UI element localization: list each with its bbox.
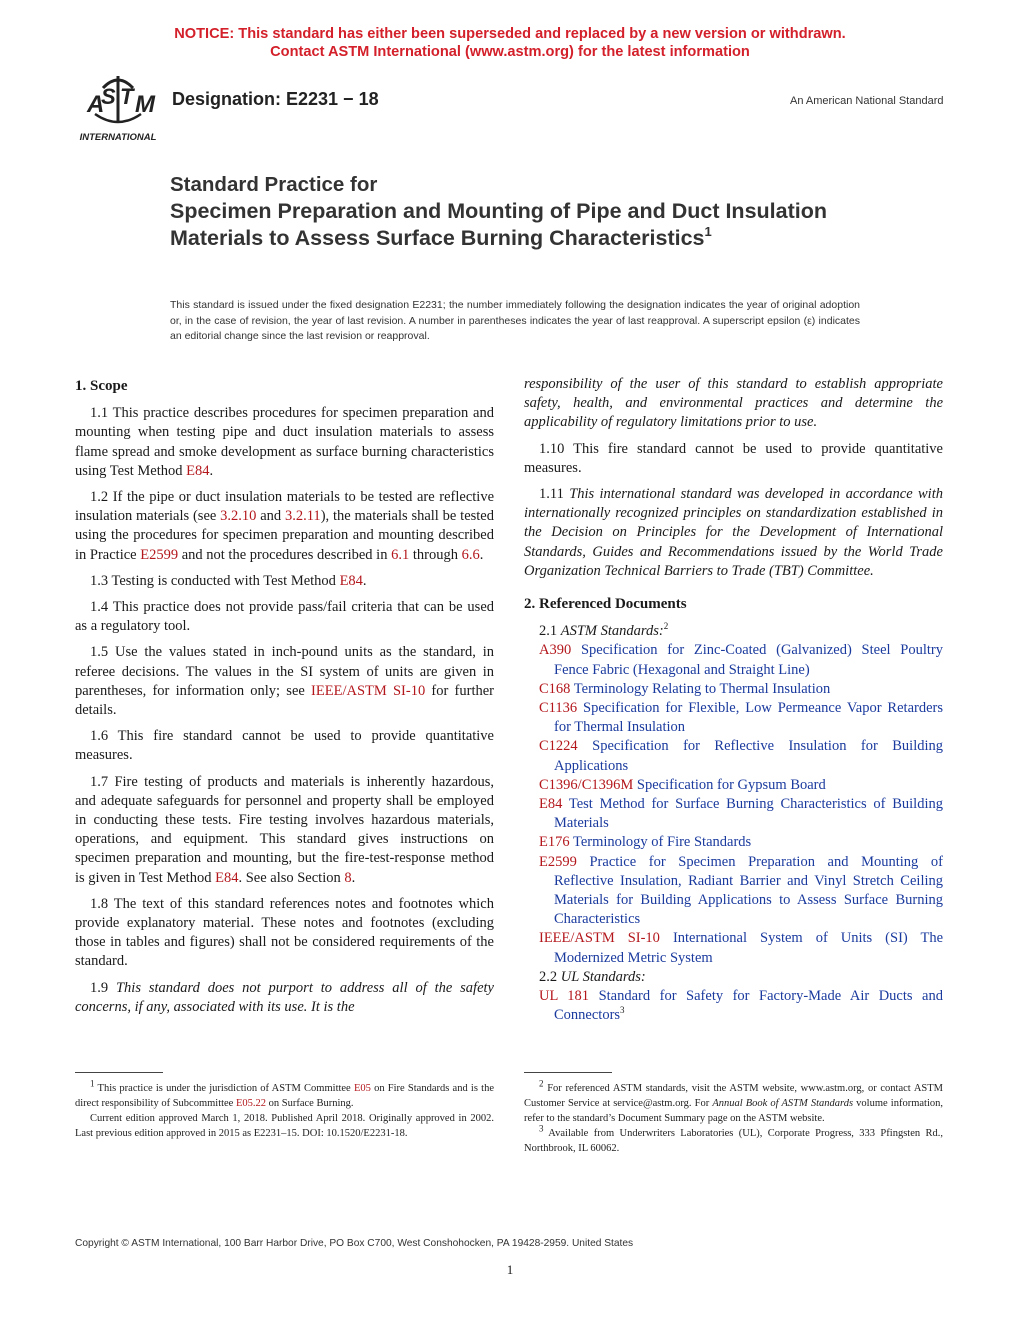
link-e84[interactable]: E84 bbox=[215, 869, 239, 886]
svg-text:T: T bbox=[120, 84, 134, 109]
reference-item bbox=[524, 853, 943, 930]
superseded-notice bbox=[0, 25, 1020, 61]
reference-title-link[interactable]: Test Method for Surface Burning Characteristics of Building Materials bbox=[554, 796, 943, 832]
svg-text:M: M bbox=[135, 91, 155, 118]
link-committee-e05[interactable]: E05 bbox=[353, 1083, 371, 1094]
link-3-2-11[interactable]: 3.2.11 bbox=[284, 508, 321, 525]
link-3-2-10[interactable]: 3.2.10 bbox=[220, 508, 257, 525]
page-number: 1 bbox=[506, 1262, 514, 1277]
ul-standards-label: 2.2 UL Standards: bbox=[539, 968, 646, 985]
notice-line-1: NOTICE: This standard has either been superseded and replaced by a new version or withdrawn. bbox=[174, 26, 846, 42]
section-2-heading: 2. Referenced Documents bbox=[524, 596, 687, 613]
reference-item-ul181: UL 181 Standard for Safety for Factory-Made Air Ducts and Connectors$^3$ bbox=[539, 988, 943, 1024]
para-1-3: 1.3 Testing is conducted with Test Method E84. bbox=[90, 572, 367, 589]
para-1-11: 1.11 This international standard was developed in accordance with internationally recognized principles on standardization established in the Decision on Principles for the Development of International Standards, Guides and Recommendations issued by the World Trade Organization Technical Barriers to Trade (TBT) Committee. bbox=[524, 486, 943, 579]
reference-item bbox=[524, 641, 943, 679]
document-title bbox=[170, 172, 870, 252]
left-column bbox=[75, 375, 494, 1024]
reference-title-link[interactable]: Specification for Gypsum Board bbox=[636, 776, 826, 793]
svg-text:S: S bbox=[101, 84, 116, 109]
reference-code-link[interactable]: C1224 bbox=[539, 738, 578, 755]
link-e2599[interactable]: E2599 bbox=[140, 546, 179, 563]
reference-code-link[interactable]: C168 bbox=[539, 680, 571, 697]
para-1-7: 1.7 Fire testing of products and materials is inherently hazardous, and adequate safeguards for personnel and property shall be employed in conducting these tests. Fire testing involves hazardous materials, operations, and equipment. This standard gives instructions on specimen preparation and mounting, but the fire-test-response method is given in Test Method E84. See also Section 8. bbox=[75, 773, 494, 886]
reference-code-link[interactable]: E84 bbox=[539, 796, 563, 813]
reference-title-link[interactable]: International System of Units (SI) The Modernized Metric System bbox=[554, 930, 944, 966]
footnote-rule-right bbox=[524, 1072, 612, 1073]
link-e84[interactable]: E84 bbox=[186, 462, 210, 479]
para-1-9: 1.9 This standard does not purport to address all of the safety concerns, if any, associated with its use. It is the bbox=[75, 979, 494, 1015]
designation: Designation: E2231 − 18 bbox=[172, 89, 379, 109]
reference-title-link[interactable]: Practice for Specimen Preparation and Mounting of Reflective Insulation, Radiant Barrier and Vinyl Stretch Ceiling Materials for Building Applications to Assess Surface Burning Characteristics bbox=[554, 853, 943, 928]
reference-title-ul181[interactable]: Standard for Safety for Factory-Made Air Ducts and Connectors bbox=[554, 988, 943, 1024]
reference-code-ul181[interactable]: UL 181 bbox=[539, 988, 590, 1005]
reference-item bbox=[524, 929, 943, 967]
reference-item bbox=[524, 776, 943, 795]
reference-item bbox=[524, 699, 943, 737]
link-section-8[interactable]: 8 bbox=[344, 869, 352, 886]
link-ieee-astm-si-10[interactable]: IEEE/ASTM SI-10 bbox=[311, 682, 426, 699]
reference-title-link[interactable]: Specification for Reflective Insulation for Building Applications bbox=[554, 738, 943, 774]
astm-standards-label: 2.1 ASTM Standards:$^2$ bbox=[539, 621, 669, 640]
link-6-6[interactable]: 6.6 bbox=[461, 546, 480, 563]
issuance-note: This standard is issued under the fixed designation E2231; the number immediately following the designation indicates the year of original adoption or, in the case of revision, the year of last revision. A number in parentheses indicates the year of last reapproval. A superscript epsilon (ε) indicates an editorial change since the last revision or reapproval. bbox=[170, 299, 860, 342]
para-1-5: 1.5 Use the values stated in inch-pound units as the standard, in referee decisions. The values in the SI system of units are given in parentheses, for information only; see IEEE/ASTM SI-10 for further details. bbox=[75, 644, 494, 719]
title-footnote-mark: 1 bbox=[704, 224, 712, 239]
right-column bbox=[524, 375, 943, 1026]
reference-code-link[interactable]: E2599 bbox=[539, 853, 577, 870]
para-1-1: 1.1 This practice describes procedures for specimen preparation and mounting when testing pipe and duct insulation materials to assess flame spread and smoke development as surface burning characteristics using Test Method E84. bbox=[75, 405, 494, 479]
section-1-heading: 1. Scope bbox=[75, 378, 128, 394]
reference-code-link[interactable]: IEEE/ASTM SI-10 bbox=[539, 930, 660, 947]
reference-item bbox=[524, 795, 943, 833]
link-subcommittee-e05-22[interactable]: E05.22 bbox=[235, 1098, 267, 1109]
link-e84[interactable]: E84 bbox=[339, 572, 363, 589]
para-1-8: 1.8 The text of this standard references notes and footnotes which provide explanatory material. These notes and footnotes (excluding those in tables and figures) shall not be considered requirements of the standard. bbox=[75, 895, 494, 970]
logo-text: INTERNATIONAL bbox=[79, 132, 157, 143]
reference-item bbox=[524, 737, 943, 775]
title-main bbox=[170, 198, 870, 252]
astm-reference-list bbox=[524, 641, 943, 967]
footnote-rule-left bbox=[75, 1072, 163, 1073]
para-1-6: 1.6 This fire standard cannot be used to provide quantitative measures. bbox=[75, 728, 494, 764]
reference-code-link[interactable]: C1136 bbox=[539, 700, 578, 717]
reference-item bbox=[524, 833, 943, 852]
notice-line-2: Contact ASTM International (www.astm.org) for the latest information bbox=[270, 44, 750, 60]
reference-title-link[interactable]: Specification for Zinc-Coated (Galvanized) Steel Poultry Fence Fabric (Hexagonal and Straight Line) bbox=[554, 642, 943, 678]
para-1-9-continued: responsibility of the user of this standard to establish appropriate safety, health, and environmental practices and determine the applicability of regulatory limitations prior to use. bbox=[524, 376, 943, 431]
copyright-line: Copyright © ASTM International, 100 Barr Harbor Drive, PO Box C700, West Conshohocken, PA 19428-2959. United States bbox=[75, 1238, 634, 1249]
reference-code-link[interactable]: C1396/C1396M bbox=[539, 776, 634, 793]
astm-logo bbox=[75, 72, 161, 144]
reference-code-link[interactable]: E176 bbox=[539, 834, 570, 851]
title-line-1: Standard Practice for bbox=[170, 173, 378, 196]
footnote-1: $^1$ This practice is under the jurisdiction of ASTM Committee E05 on Fire Standards and is the direct responsibility of Subcommittee E05.22 on Surface Burning. Current edition approved March 1, 2018. Published April 2018. Originally approved in 2002. Last previous edition approved in 2015 as E2231–15. DOI: 10.1520/E2231-18. bbox=[75, 1078, 494, 1139]
reference-title-link[interactable]: Terminology of Fire Standards bbox=[572, 834, 752, 851]
para-1-4: 1.4 This practice does not provide pass/fail criteria that can be used as a regulatory tool. bbox=[75, 599, 494, 635]
footnote-2: $^2$ For referenced ASTM standards, visit the ASTM website, www.astm.org, or contact ASTM Customer Service at service@astm.org. For Annual Book of ASTM Standards volume information, refer to the standard’s Document Summary page on the ASTM website. bbox=[524, 1078, 943, 1124]
footnote-3: $^3$ Available from Underwriters Laboratories (UL), Corporate Progress, 333 Pfingsten Rd., Northbrook, IL 60062. bbox=[524, 1123, 943, 1154]
reference-title-link[interactable]: Specification for Flexible, Low Permeance Vapor Retarders for Thermal Insulation bbox=[554, 700, 943, 736]
american-national-standard-label: An American National Standard bbox=[790, 95, 944, 107]
reference-code-link[interactable]: A390 bbox=[539, 642, 572, 659]
footnotes-2-3 bbox=[524, 1078, 943, 1156]
title-main-text: Specimen Preparation and Mounting of Pipe and Duct Insulation Materials to Assess Surface Burning Characteristics bbox=[170, 199, 827, 250]
svg-text:A: A bbox=[87, 91, 105, 118]
reference-title-link[interactable]: Terminology Relating to Thermal Insulation bbox=[573, 680, 831, 697]
para-1-10: 1.10 This fire standard cannot be used to provide quantitative measures. bbox=[524, 440, 943, 476]
para-1-2: 1.2 If the pipe or duct insulation materials to be tested are reflective insulation materials (see 3.2.10 and 3.2.11), the materials shall be tested using the procedures for specimen preparation and mounting described in Practice E2599 and not the procedures described in 6.1 through 6.6. bbox=[75, 489, 494, 563]
reference-item bbox=[524, 680, 943, 699]
link-6-1[interactable]: 6.1 bbox=[391, 546, 410, 563]
